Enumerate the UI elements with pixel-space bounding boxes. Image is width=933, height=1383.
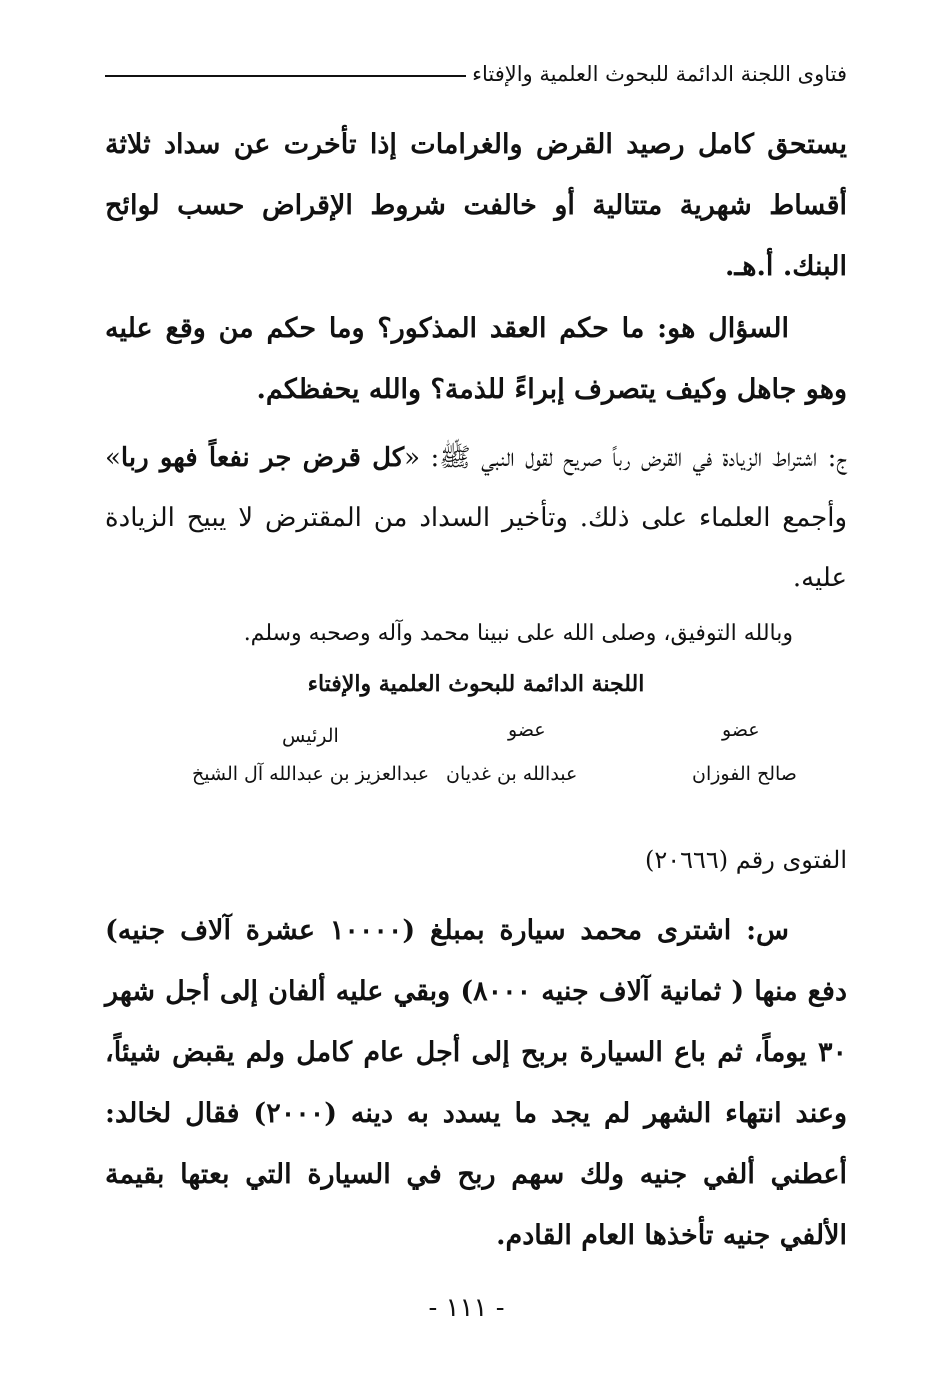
running-header: [105, 60, 847, 88]
hadith-quote: كل قرض جر نفعاً فهو ربا: [120, 443, 405, 473]
closing-line: وبالله التوفيق، وصلى الله على نبينا محمد وآله وصحبه وسلم.: [243, 621, 793, 646]
answer-paragraph: [105, 428, 847, 608]
signatory-role-member: عضو: [508, 719, 546, 741]
header-rule: [105, 75, 466, 77]
committee-name: اللجنة الدائمة للبحوث العلمية والإفتاء: [307, 671, 645, 697]
question-paragraph: السؤال هو: ما حكم العقد المذكور؟ وما حكم من وقع عليه وهو جاهل وكيف يتصرف إبراءً للذمة؟ والله يحفظكم.: [105, 313, 847, 405]
signatory-role-chairman: الرئيس: [282, 725, 339, 747]
answer-prefix: ج: اشتراط الزيادة في القرض رباً صريح لقول النبي ﷺ: «: [404, 443, 847, 473]
answer-block: [105, 428, 847, 608]
page-number: - ١١١ -: [428, 1293, 505, 1323]
question2-block: [105, 900, 847, 1266]
question2-paragraph: س: اشترى محمد سيارة بمبلغ (١٠٠٠٠ عشرة آلاف جنيه) دفع منها ( ثمانية آلاف جنيه ٨٠٠٠) وبقي عليه ألفان إلى أجل شهر ٣٠ يوماً، ثم باع السيارة بربح إلى أجل عام كامل ولم يقبض شيئاً، وعند انتهاء الشهر لم يجد ما يسدد به دينه (٢٠٠٠) فقال لخالد: أعطني ألفي جنيه ولك سهم ربح في السيارة التي بعتها بقيمة الألفي جنيه تأخذها العام القادم.: [105, 915, 848, 1251]
intro-paragraph: يستحق كامل رصيد القرض والغرامات إذا تأخرت عن سداد ثلاثة أقساط شهرية متتالية أو خالفت شروط الإقراض حسب لوائح البنك. أ.هـ.: [105, 129, 847, 282]
intro-block: [105, 114, 847, 297]
fatwa-number: الفتوى رقم (٢٠٦٦٦): [644, 846, 847, 874]
question-block: [105, 298, 847, 420]
answer-suffix: » وأجمع العلماء على ذلك. وتأخير السداد من المقترض لا يبيح الزيادة عليه.: [105, 443, 847, 593]
signatory-name-chairman: عبدالعزيز بن عبدالله آل الشيخ: [192, 763, 430, 785]
signatory-name-member: عبدالله بن غديان: [446, 763, 578, 785]
signatory-role-member: عضو: [722, 719, 760, 741]
header-title: فتاوى اللجنة الدائمة للبحوث العلمية والإفتاء: [472, 62, 847, 86]
signatory-name-member: صالح الفوزان: [692, 763, 797, 785]
